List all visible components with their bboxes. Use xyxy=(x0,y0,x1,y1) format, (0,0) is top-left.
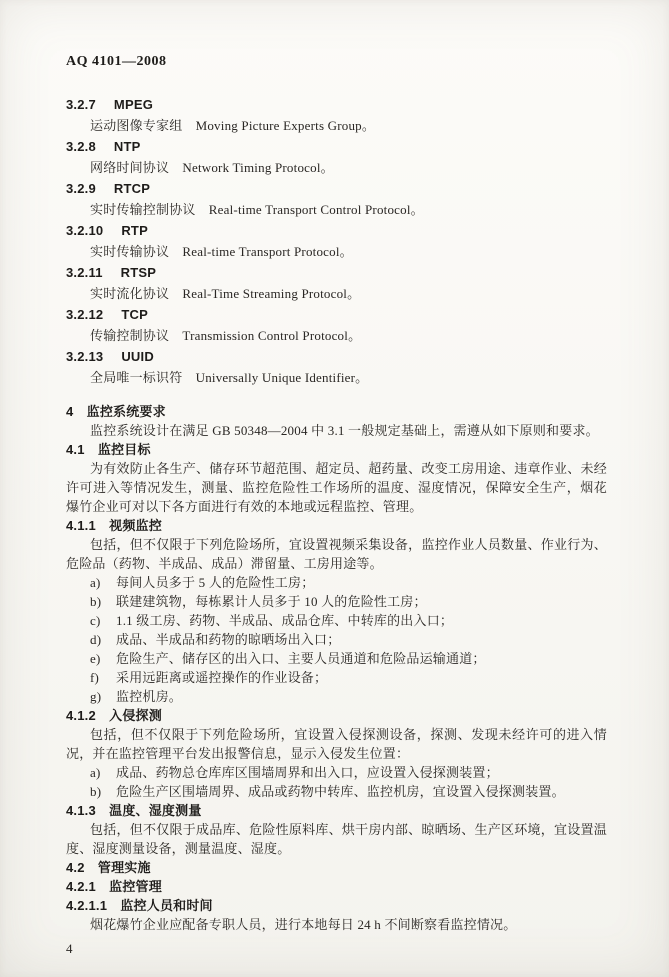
term-number: 3.2.13 xyxy=(66,349,104,364)
list-item xyxy=(66,668,607,687)
term-entry xyxy=(66,304,607,346)
term-number: 3.2.12 xyxy=(66,307,104,322)
term-number: 3.2.9 xyxy=(66,181,96,196)
list-text: 危险生产区围墙周界、成品或药物中转库、监控机房，宜设置入侵探测装置。 xyxy=(116,784,565,799)
term-definition: 网络时间协议 Network Timing Protocol。 xyxy=(90,160,334,175)
list-marker: c) xyxy=(90,613,101,628)
list-marker: b) xyxy=(90,784,102,799)
term-definition: 传输控制协议 Transmission Control Protocol。 xyxy=(90,328,362,343)
list-item xyxy=(66,763,607,782)
list-item xyxy=(66,687,607,706)
list-text: 1.1 级工房、药物、半成品、成品仓库、中转库的出入口； xyxy=(116,613,454,628)
term-entry xyxy=(66,94,607,136)
content-section xyxy=(66,402,607,934)
heading-4-1-1: 4.1.1 视频监控 xyxy=(66,518,162,533)
term-name: TCP xyxy=(121,307,148,322)
term-definition: 实时传输协议 Real-time Transport Protocol。 xyxy=(90,244,353,259)
list-marker: d) xyxy=(90,632,102,647)
list-item xyxy=(66,592,607,611)
heading-4-1: 4.1 监控目标 xyxy=(66,442,151,457)
term-head xyxy=(66,94,607,115)
term-number: 3.2.7 xyxy=(66,97,96,112)
term-entry xyxy=(66,220,607,262)
term-name: RTP xyxy=(121,223,148,238)
list-text: 危险生产、储存区的出入口、主要人员通道和危险品运输通道； xyxy=(116,651,486,666)
term-name: UUID xyxy=(121,349,154,364)
list-text: 每间人员多于 5 人的危险性工房； xyxy=(116,575,315,590)
term-name: RTCP xyxy=(113,181,151,196)
term-head xyxy=(66,304,607,325)
term-name: MPEG xyxy=(113,97,154,112)
list-marker: e) xyxy=(90,651,101,666)
list-text: 采用远距离或遥控操作的作业设备； xyxy=(116,670,328,685)
list-text: 成品、半成品和药物的晾晒场出入口； xyxy=(116,632,341,647)
term-entry xyxy=(66,262,607,304)
heading-4-2: 4.2 管理实施 xyxy=(66,860,151,875)
term-number: 3.2.10 xyxy=(66,223,104,238)
term-head xyxy=(66,262,607,283)
term-head xyxy=(66,220,607,241)
list-marker: g) xyxy=(90,689,102,704)
term-head xyxy=(66,178,607,199)
term-number: 3.2.8 xyxy=(66,139,96,154)
term-name: NTP xyxy=(113,139,141,154)
paragraph-4-intro: 监控系统设计在满足 GB 50348—2004 中 3.1 一般规定基础上，需遵从如下原则和要求。 xyxy=(90,423,599,438)
list-marker: b) xyxy=(90,594,102,609)
list-marker: a) xyxy=(90,765,101,780)
list-item xyxy=(66,611,607,630)
list-item xyxy=(66,782,607,801)
heading-4-1-3: 4.1.3 温度、湿度测量 xyxy=(66,803,202,818)
terms-section xyxy=(66,94,607,388)
paragraph-4-1-1: 包括，但不仅限于下列危险场所，宜设置视频采集设备，监控作业人员数量、作业行为、危险品（药物、半成品、成品）滞留量、工房用途等。 xyxy=(66,537,607,571)
term-definition: 全局唯一标识符 Universally Unique Identifier。 xyxy=(90,370,369,385)
paragraph-4-1-2: 包括，但不仅限于下列危险场所，宜设置入侵探测设备，探测、发现未经许可的进入情况，并在监控管理平台发出报警信息，显示入侵发生位置： xyxy=(66,727,607,761)
list-text: 监控机房。 xyxy=(116,689,183,704)
term-definition: 运动图像专家组 Moving Picture Experts Group。 xyxy=(90,118,376,133)
list-item xyxy=(66,573,607,592)
term-head xyxy=(66,346,607,367)
term-entry xyxy=(66,346,607,388)
paragraph-4-2-1-1: 烟花爆竹企业应配备专职人员，进行本地每日 24 h 不间断察看监控情况。 xyxy=(90,917,517,932)
term-entry xyxy=(66,178,607,220)
term-definition: 实时流化协议 Real-Time Streaming Protocol。 xyxy=(90,286,361,301)
list-item xyxy=(66,630,607,649)
heading-4-2-1-1: 4.2.1.1 监控人员和时间 xyxy=(66,898,213,913)
term-name: RTSP xyxy=(120,265,157,280)
page-number: 4 xyxy=(66,941,73,956)
list-text: 联建建筑物，每栋累计人员多于 10 人的危险性工房； xyxy=(116,594,427,609)
term-number: 3.2.11 xyxy=(66,265,103,280)
list-marker: a) xyxy=(90,575,101,590)
paragraph-4-1-3: 包括，但不仅限于成品库、危险性原料库、烘干房内部、晾晒场、生产区环境，宜设置温度、湿度测量设备，测量温度、湿度。 xyxy=(66,822,607,856)
term-entry xyxy=(66,136,607,178)
heading-4: 4 监控系统要求 xyxy=(66,404,166,419)
heading-4-2-1: 4.2.1 监控管理 xyxy=(66,879,162,894)
term-head xyxy=(66,136,607,157)
list-marker: f) xyxy=(90,670,100,685)
heading-4-1-2: 4.1.2 入侵探测 xyxy=(66,708,162,723)
paragraph-4-1: 为有效防止各生产、储存环节超范围、超定员、超药量、改变工房用途、违章作业、未经许可进入等情况发生，测量、监控危险性工作场所的温度、湿度情况，保障安全生产，烟花爆竹企业可对以下各方面进行有效的本地或远程监控、管理。 xyxy=(66,461,607,514)
doc-number: AQ 4101—2008 xyxy=(66,54,167,69)
list-text: 成品、药物总仓库库区围墙周界和出入口，应设置入侵探测装置； xyxy=(116,765,499,780)
list-item xyxy=(66,649,607,668)
term-definition: 实时传输控制协议 Real-time Transport Control Protocol。 xyxy=(90,202,424,217)
